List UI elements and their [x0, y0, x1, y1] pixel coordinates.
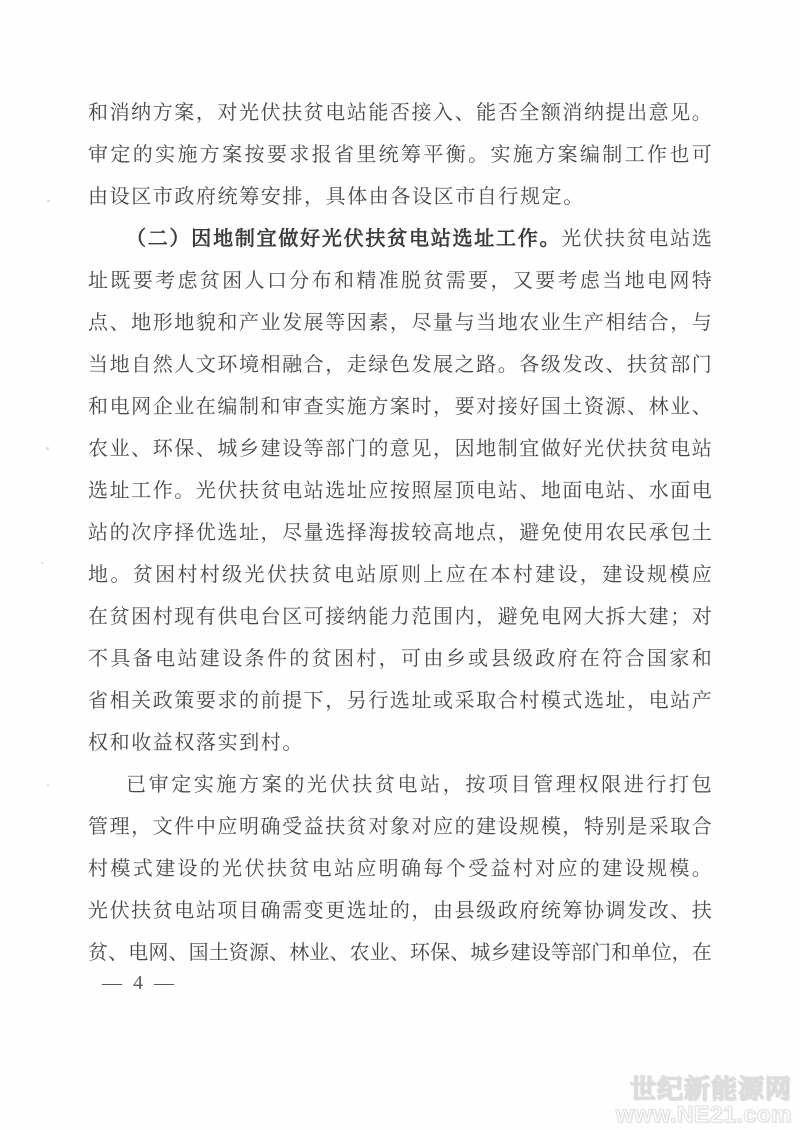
text-line: 审 定 的 实 施 方 案 按 要 求 报 省 里 统 筹 平 衡 。 实 施 方 案 编 制 工 作 也 可	[88, 144, 712, 166]
text-line: （ 二 ） 因 地 制 宜 做 好 光 伏 扶 贫 电 站 选 址 工 作 。 光 伏 扶 贫 电 站 选	[126, 228, 712, 250]
text-line: 站 的 次 序 择 优 选 址 ， 尽 量 选 择 海 拔 较 高 地 点 ， 避 免 使 用 农 民 承 包 土	[88, 522, 712, 544]
text-line: 在 贫 困 村 现 有 供 电 台 区 可 接 纳 能 力 范 围 内 ， 避 免 电 网 大 拆 大 建 ； 对	[88, 606, 712, 628]
text-line: 光 伏 扶 贫 电 站 项 目 确 需 变 更 选 址 的 ， 由 县 级 政 府 统 筹 协 调 发 改 、 扶	[88, 900, 712, 922]
text-line: 权和收益权落实到村。	[88, 732, 304, 754]
watermark-site-url: www.NE21.com	[615, 1100, 792, 1127]
text-line: 和 消 纳 方 案 ， 对 光 伏 扶 贫 电 站 能 否 接 入 、 能 否 全 额 消 纳 提 出 意 见 。	[88, 102, 712, 124]
text-line: 村 模 式 建 设 的 光 伏 扶 贫 电 站 应 明 确 每 个 受 益 村 对 应 的 建 设 规 模 。	[88, 858, 712, 880]
text-line: 由设区市政府统筹安排，具体由各设区市自行规定。	[88, 186, 585, 208]
text-line: 已 审 定 实 施 方 案 的 光 伏 扶 贫 电 站 ， 按 项 目 管 理 权 限 进 行 打 包	[126, 774, 712, 796]
text-line: 地 。 贫 困 村 村 级 光 伏 扶 贫 电 站 原 则 上 应 在 本 村 建 设 ， 建 设 规 模 应	[88, 564, 712, 586]
text-line: 选 址 工 作 。 光 伏 扶 贫 电 站 选 址 应 按 照 屋 顶 电 站 、 地 面 电 站 、 水 面 电	[88, 480, 712, 502]
text-line: 点 、 地 形 地 貌 和 产 业 发 展 等 因 素 ， 尽 量 与 当 地 农 业 生 产 相 结 合 ， 与	[88, 312, 712, 334]
text-line: 当 地 自 然 人 文 环 境 相 融 合 ， 走 绿 色 发 展 之 路 。 各 级 发 改 、 扶 贫 部 门	[88, 354, 712, 376]
scan-artifact	[47, 784, 49, 786]
watermark-site-name: 世纪新能源网	[629, 1074, 792, 1105]
watermark	[616, 1076, 792, 1126]
scan-artifact	[46, 447, 49, 450]
text-line: 贫 、 电 网 、 国 土 资 源 、 林 业 、 农 业 、 环 保 、 城 乡 建 设 等 部 门 和 单 位 ， 在	[88, 942, 712, 964]
text-block	[88, 92, 712, 974]
scan-artifact	[41, 562, 43, 564]
text-line: 址 既 要 考 虑 贫 困 人 口 分 布 和 精 准 脱 贫 需 要 ， 又 要 考 虑 当 地 电 网 特	[88, 270, 712, 292]
text-line: 管 理 ， 文 件 中 应 明 确 受 益 扶 贫 对 象 对 应 的 建 设 规 模 ， 特 别 是 采 取 合	[88, 816, 712, 838]
scan-artifact	[47, 200, 50, 202]
text-line: 不 具 备 电 站 建 设 条 件 的 贫 困 村 ， 可 由 乡 或 县 级 政 府 在 符 合 国 家 和	[88, 648, 712, 670]
text-line: 和 电 网 企 业 在 编 制 和 审 查 实 施 方 案 时 ， 要 对 接 好 国 土 资 源 、 林 业 、	[88, 396, 712, 418]
page-number: — 4 —	[102, 972, 177, 994]
text-line: 农 业 、 环 保 、 城 乡 建 设 等 部 门 的 意 见 ， 因 地 制 宜 做 好 光 伏 扶 贫 电 站	[88, 438, 712, 460]
text-line: 省 相 关 政 策 要 求 的 前 提 下 ， 另 行 选 址 或 采 取 合 村 模 式 选 址 ， 电 站 产	[88, 690, 712, 712]
